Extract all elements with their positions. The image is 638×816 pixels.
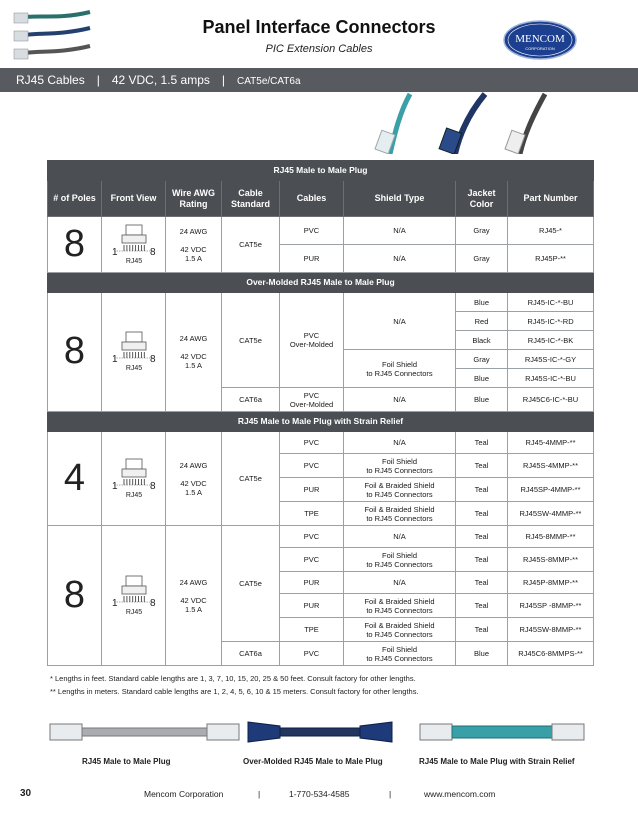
poles-cell: 8: [48, 217, 102, 273]
table-row: PUR Foil & Braided Shield to RJ45 Connectors Teal RJ45SP-4MMP-**: [48, 478, 594, 502]
col-header-shield: Shield Type: [344, 181, 456, 217]
part-number: RJ45-IC-*-BK: [508, 331, 594, 350]
table-row: 4 1 8 RJ45 24 AWG 42 VDC 1.5 A CAT5e PVC N/A Teal RJ45-4MMP-**: [48, 432, 594, 454]
part-number: RJ45C6-IC-*-BU: [508, 388, 594, 412]
section-title-overmolded: Over-Molded RJ45 Male to Male Plug: [48, 273, 594, 293]
part-number: RJ45P-**: [508, 245, 594, 273]
rj45-body: [122, 342, 146, 350]
pin-1-label: 1: [111, 246, 118, 258]
front-view-diagram: [102, 217, 166, 273]
table-row: Red RJ45-IC-*-RD: [48, 312, 594, 331]
poles-cell: 8: [48, 526, 102, 666]
footnote-meters: ** Lengths in meters. Standard cable lengths are 1, 2, 4, 5, 6, 10 & 15 meters. Consult factory for other lengths.: [50, 687, 419, 696]
rj45-latch: [126, 332, 142, 342]
caption-plain: RJ45 Male to Male Plug: [82, 757, 171, 766]
rj45-latch: [126, 225, 142, 235]
footnotes: [50, 672, 419, 698]
pin-8-label: 8: [149, 480, 156, 492]
col-header-standard: Cable Standard: [222, 181, 280, 217]
standard-cell: CAT5e: [222, 293, 280, 388]
page-number: 30: [20, 788, 32, 799]
spec-table: [47, 160, 594, 666]
part-number: RJ45SP-4MMP-**: [508, 478, 594, 502]
front-view-diagram: [102, 432, 166, 526]
footer-company: Mencom Corporation: [144, 789, 224, 799]
table-row: 8 1 8 RJ45 24 AWG 42 VDC 1.5 A CAT5e PVC Over-Molded N/A Blue RJ45-IC-*-BU: [48, 293, 594, 312]
rj45-label: RJ45: [125, 491, 142, 499]
table-row: Black RJ45-IC-*-BK: [48, 331, 594, 350]
part-number: RJ45S-4MMP-**: [508, 454, 594, 478]
table-row: 8 1 8 RJ45 24 AWG 42 VDC 1.5 A CAT5e PVC N/A Gray RJ45-*: [48, 217, 594, 245]
col-header-front-view: Front View: [102, 181, 166, 217]
part-number: RJ45S-8MMP-**: [508, 548, 594, 572]
hero-cable-photo: [360, 92, 638, 154]
page-footer: 30 Mencom Corporation | 1-770-534-4585 | www.mencom.com: [20, 788, 496, 799]
awg-cell: 24 AWG 42 VDC 1.5 A: [166, 526, 222, 666]
part-number: RJ45SW-8MMP-**: [508, 618, 594, 642]
rj45-body: [122, 235, 146, 243]
caption-overmolded: Over-Molded RJ45 Male to Male Plug: [243, 757, 383, 766]
part-number: RJ45-IC-*-BU: [508, 293, 594, 312]
table-row: 8 1 8 RJ45 24 AWG 42 VDC 1.5 A CAT5e PVC N/A Teal RJ45-8MMP-**: [48, 526, 594, 548]
pin-1-label: 1: [111, 354, 118, 365]
table-row: PUR N/A Gray RJ45P-**: [48, 245, 594, 273]
bar-item-rating: 42 VDC, 1.5 amps: [111, 73, 210, 87]
pin-8-label: 8: [149, 354, 156, 365]
standard-cell: CAT6a: [222, 642, 280, 666]
rj45-body: [122, 469, 146, 477]
col-header-cables: Cables: [280, 181, 344, 217]
front-view-diagram: [102, 526, 166, 666]
part-number: RJ45SP -8MMP-**: [508, 594, 594, 618]
pin-8-label: 8: [149, 597, 156, 609]
part-number: RJ45C6-8MMPS-**: [508, 642, 594, 666]
footer-website: www.mencom.com: [424, 789, 496, 799]
table-row: Blue RJ45S-IC-*-BU: [48, 369, 594, 388]
col-header-jacket: Jacket Color: [456, 181, 508, 217]
rj45-latch: [126, 459, 142, 469]
awg-cell: 24 AWG 42 VDC 1.5 A: [166, 293, 222, 412]
part-number: RJ45S-IC-*-BU: [508, 369, 594, 388]
part-number: RJ45SW-4MMP-**: [508, 502, 594, 526]
page-subtitle: PIC Extension Cables: [265, 43, 373, 55]
col-header-poles: # of Poles: [48, 181, 102, 217]
table-row: PVC Foil Shield to RJ45 Connectors Teal RJ45S-8MMP-**: [48, 548, 594, 572]
page-title: Panel Interface Connectors: [202, 17, 436, 37]
table-row: PUR Foil & Braided Shield to RJ45 Connectors Teal RJ45SP -8MMP-**: [48, 594, 594, 618]
part-number: RJ45P-8MMP-**: [508, 572, 594, 594]
section-title-strain-relief: RJ45 Male to Male Plug with Strain Relief: [48, 412, 594, 432]
table-header-row: [48, 181, 594, 217]
table-row: CAT6a PVC Foil Shield to RJ45 Connectors Blue RJ45C6-8MMPS-**: [48, 642, 594, 666]
bar-item-standard: CAT5e/CAT6a: [237, 76, 301, 87]
col-header-awg: Wire AWG Rating: [166, 181, 222, 217]
strain-relief-cable-illustration: [420, 724, 584, 740]
rj45-label: RJ45: [125, 608, 142, 616]
table-row: CAT6a PVC Over-Molded N/A Blue RJ45C6-IC-*-BU: [48, 388, 594, 412]
footer-phone: 1-770-534-4585: [289, 789, 350, 799]
caption-strain-relief: RJ45 Male to Male Plug with Strain Relief: [419, 757, 575, 766]
pin-1-label: 1: [111, 597, 118, 609]
table-row: Foil Shield to RJ45 Connectors Gray RJ45S-IC-*-GY: [48, 350, 594, 369]
poles-cell: 4: [48, 432, 102, 526]
pin-8-label: 8: [149, 246, 156, 258]
rj45-label: RJ45: [125, 365, 142, 372]
pin-1-label: 1: [111, 480, 118, 492]
rj45-latch: [126, 576, 142, 586]
standard-cell: CAT5e: [222, 432, 280, 526]
part-number: RJ45-8MMP-**: [508, 526, 594, 548]
standard-cell: CAT6a: [222, 388, 280, 412]
part-number: RJ45-*: [508, 217, 594, 245]
poles-cell: 8: [48, 293, 102, 412]
section-title-rj45: RJ45 Male to Male Plug: [48, 161, 594, 181]
logo-subtext: CORPORATION: [525, 46, 555, 51]
part-number: RJ45S-IC-*-GY: [508, 350, 594, 369]
col-header-part: Part Number: [508, 181, 594, 217]
page-header: [0, 0, 638, 68]
part-number: RJ45-IC-*-RD: [508, 312, 594, 331]
category-bar: RJ45 Cables | 42 VDC, 1.5 amps | CAT5e/CAT6a: [0, 68, 638, 92]
standard-cell: CAT5e: [222, 217, 280, 273]
rj45-body: [122, 586, 146, 594]
table-row: PUR N/A Teal RJ45P-8MMP-**: [48, 572, 594, 594]
bar-item-cables: RJ45 Cables: [16, 73, 85, 87]
footnote-feet: * Lengths in feet. Standard cable lengths are 1, 3, 7, 10, 15, 20, 25 & 50 feet. Consult factory for other lengths.: [50, 674, 416, 683]
awg-cell: 24 AWG 42 VDC 1.5 A: [166, 432, 222, 526]
mencom-logo: [503, 20, 577, 60]
table-row: TPE Foil & Braided Shield to RJ45 Connectors Teal RJ45SW-8MMP-**: [48, 618, 594, 642]
awg-cell: 24 AWG 42 VDC 1.5 A: [166, 217, 222, 273]
table-row: PVC Foil Shield to RJ45 Connectors Teal RJ45S-4MMP-**: [48, 454, 594, 478]
logo-text: MENCOM: [515, 33, 565, 45]
cable-illustrations: [40, 712, 600, 752]
rj45-label: RJ45: [125, 257, 142, 265]
front-view-diagram: [102, 293, 166, 412]
table-row: TPE Foil & Braided Shield to RJ45 Connectors Teal RJ45SW-4MMP-**: [48, 502, 594, 526]
overmolded-cable-illustration: [248, 722, 392, 742]
plain-cable-illustration: [50, 724, 239, 740]
part-number: RJ45-4MMP-**: [508, 432, 594, 454]
standard-cell: CAT5e: [222, 526, 280, 642]
